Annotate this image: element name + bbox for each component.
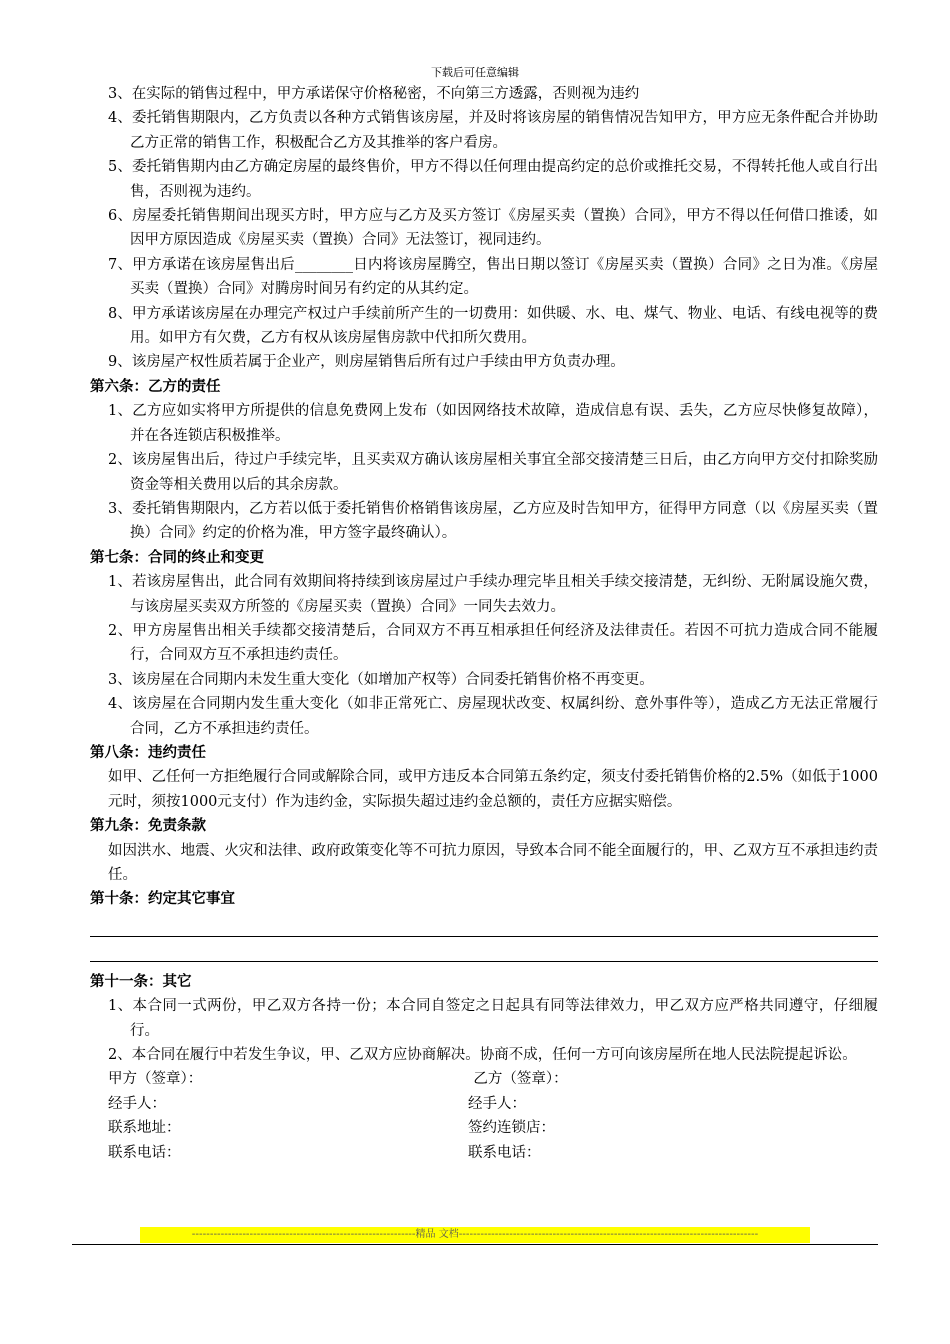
party-a-address-label: 联系地址： xyxy=(108,1120,181,1137)
article-9-title: 第九条：免责条款 xyxy=(90,817,206,835)
clause-item: 3、该房屋在合同期内未发生重大变化（如增加产权等）合同委托销售价格不再变更。 xyxy=(108,671,654,688)
article-11-title: 第十一条：其它 xyxy=(90,972,192,990)
clause-item: 2、该房屋售出后，待过户手续完毕，且买卖双方确认该房屋相关事宜全部交接清楚三日后，由乙方向甲方交付扣除奖励资金等相关费用以后的其余房款。 xyxy=(108,452,878,493)
clause-item: 2、本合同在履行中若发生争议，甲、乙双方应协商解决。协商不成，任何一方可向该房屋所在地人民法院提起诉讼。 xyxy=(108,1047,857,1064)
clause-item: 6、房屋委托销售期间出现买方时，甲方应与乙方及买方签订《房屋买卖（置换）合同》，甲方不得以任何借口推诿，如因甲方原因造成《房屋买卖（置换）合同》无法签订，视同违约。 xyxy=(108,208,878,249)
contract-body xyxy=(90,82,878,1165)
clause-item: 8、甲方承诺该房屋在办理完产权过户手续前所产生的一切费用：如供暖、水、电、煤气、物业、电话、有线电视等的费用。如甲方有欠费，乙方有权从该房屋售房款中代扣所欠费用。 xyxy=(108,305,878,347)
article-7-title: 第七条：合同的终止和变更 xyxy=(90,548,264,566)
article-8-title: 第八条：违约责任 xyxy=(90,743,206,761)
article-10-title: 第十条：约定其它事宜 xyxy=(90,890,235,908)
clause-item: 1、乙方应如实将甲方所提供的信息免费网上发布（如因网络技术故障，造成信息有误、丢失，乙方应尽快修复故障），并在各连锁店积极推举。 xyxy=(108,403,878,444)
clause-item: 9、该房屋产权性质若属于企业产，则房屋销售后所有过户手续由甲方负责办理。 xyxy=(108,354,625,371)
article-9-text: 如因洪水、地震、火灾和法律、政府政策变化等不可抗力原因，导致本合同不能全面履行的，甲、乙双方互不承担违约责任。 xyxy=(108,842,878,883)
party-b-store-label: 签约连锁店： xyxy=(468,1120,555,1137)
signature-block xyxy=(108,1067,878,1165)
clause-item: 7、甲方承诺在该房屋售出后________日内将该房屋腾空，售出日期以签订《房屋买卖（置换）合同》之日为准。《房屋买卖（置换）合同》对腾房时间另有约定的从其约定。 xyxy=(108,256,878,298)
party-a-phone-label: 联系电话： xyxy=(108,1144,181,1161)
clause-item: 1、本合同一式两份，甲乙双方各持一份；本合同自签定之日起具有同等法律效力，甲乙双方应严格共同遵守，仔细履行。 xyxy=(108,998,878,1039)
clause-item: 5、委托销售期内由乙方确定房屋的最终售价，甲方不得以任何理由提高约定的总价或推托交易，不得转托他人或自行出售，否则视为违约。 xyxy=(108,159,878,200)
clause-item: 4、委托销售期限内，乙方负责以各种方式销售该房屋，并及时将该房屋的销售情况告知甲方，甲方应无条件配合并协助乙方正常的销售工作，积极配合乙方及其推举的客户看房。 xyxy=(108,110,878,151)
clause-item: 4、该房屋在合同期内发生重大变化（如非正常死亡、房屋现状改变、权属纠纷、意外事件等），造成乙方无法正常履行合同，乙方不承担违约责任。 xyxy=(108,696,878,737)
clause-item: 3、在实际的销售过程中，甲方承诺保守价格秘密，不向第三方透露，否则视为违约 xyxy=(108,86,640,102)
party-a-seal-label: 甲方（签章）： xyxy=(108,1071,203,1088)
footer-watermark-band: --------------------------------------------------------------精品 文档----------------------------------------------------------------------------------- xyxy=(140,1227,810,1243)
fill-in-line[interactable] xyxy=(90,912,878,937)
clause-item: 3、委托销售期限内，乙方若以低于委托销售价格销售该房屋，乙方应及时告知甲方，征得甲方同意（以《房屋买卖（置换）合同》约定的价格为准，甲方签字最终确认）。 xyxy=(108,500,878,542)
clause-item: 2、甲方房屋售出相关手续都交接清楚后，合同双方不再互相承担任何经济及法律责任。若因不可抗力造成合同不能履行，合同双方互不承担违约责任。 xyxy=(108,622,878,664)
header-note: 下载后可任意编辑 xyxy=(431,66,519,79)
fill-in-line[interactable] xyxy=(90,937,878,962)
clause-item: 1、若该房屋售出，此合同有效期间将持续到该房屋过户手续办理完毕且相关手续交接清楚，无纠纷、无附属设施欠费，与该房屋买卖双方所签的《房屋买卖（置换）合同》一同失去效力。 xyxy=(108,574,878,615)
party-b-seal-label: 乙方（签章）： xyxy=(473,1071,568,1088)
article-6-title: 第六条：乙方的责任 xyxy=(90,377,221,395)
party-b-handler-label: 经手人： xyxy=(468,1095,526,1112)
footer-divider xyxy=(72,1244,878,1245)
party-a-handler-label: 经手人： xyxy=(108,1095,166,1112)
party-b-phone-label: 联系电话： xyxy=(468,1144,541,1161)
article-8-text: 如甲、乙任何一方拒绝履行合同或解除合同，或甲方违反本合同第五条约定，须支付委托销售价格的2.5%（如低于1000元时，须按1000元支付）作为违约金，实际损失超过违约金总额的，责任方应据实赔偿。 xyxy=(108,769,878,810)
